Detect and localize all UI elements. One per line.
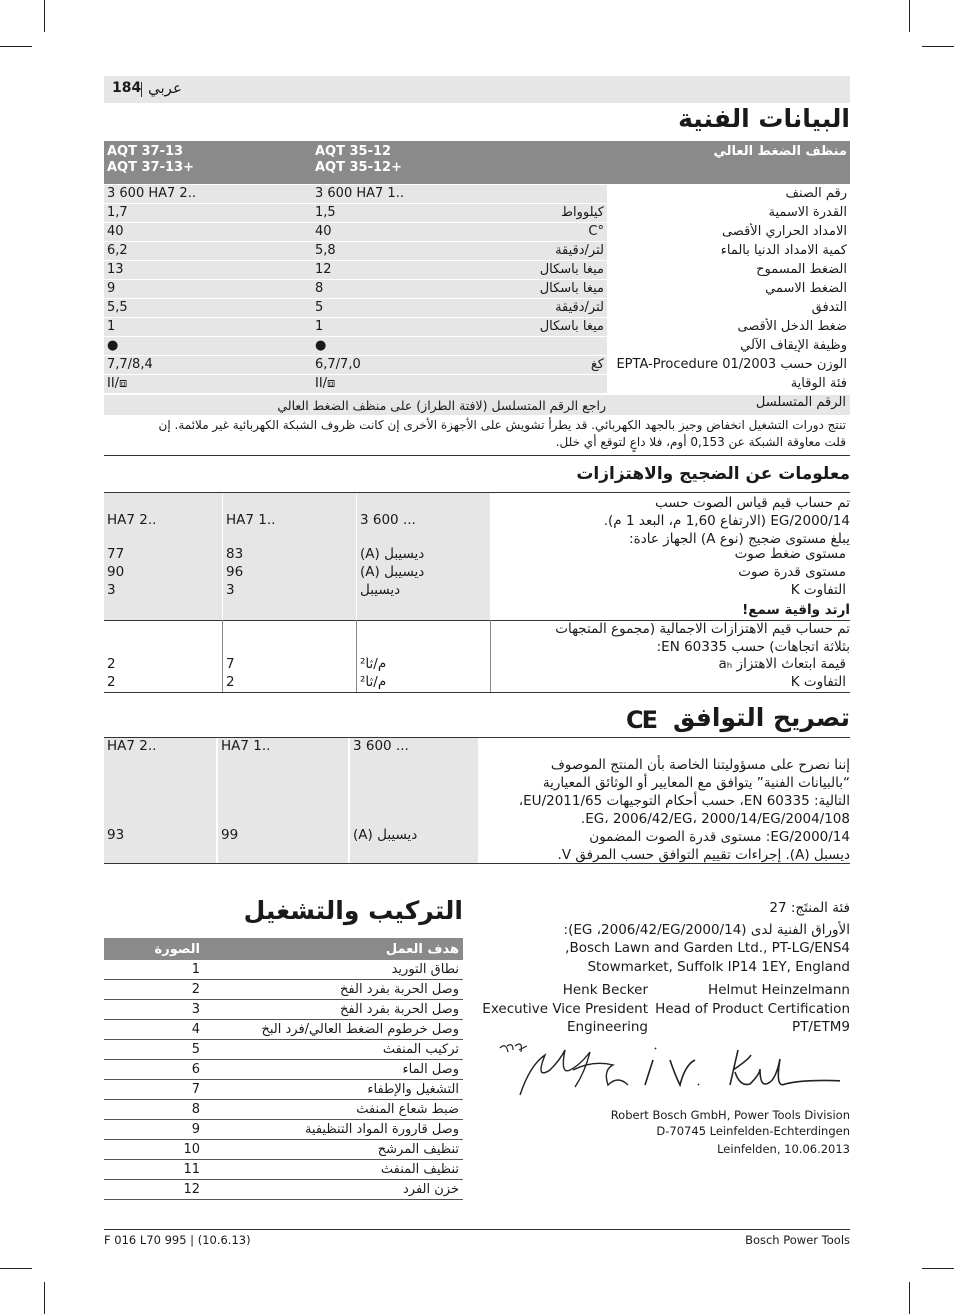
figure-number: 4 [104, 1020, 204, 1040]
docs-line: الأوراق الفنية لدى (2000/14/EG ،2006/42/EG): [563, 922, 850, 938]
tech-row [104, 280, 850, 299]
value-b: ● [312, 337, 515, 356]
conf-col-b: HA7 1.. [221, 738, 271, 754]
guaranteed-a: 93 [107, 827, 125, 843]
step-text: تركيب المنفث [204, 1040, 463, 1060]
page-number: 184 [112, 80, 142, 96]
address-line: Bosch Lawn and Garden Ltd., PT-LG/ENS4, [565, 940, 850, 956]
signer-left-dept: Engineering [567, 1019, 648, 1035]
place-date: Leinfelden, 10.06.2013 [717, 1142, 850, 1156]
unit: ميغا باسكال [515, 318, 607, 337]
tech-row [104, 337, 850, 356]
tech-row [104, 356, 850, 375]
figure-number: 7 [104, 1080, 204, 1100]
page-language: عربي [148, 79, 182, 97]
row-label: وظيفة الإيقاف الآلي [607, 337, 850, 356]
serial-label: الرقم المتسلسل [755, 395, 846, 410]
model-b-1: AQT 35-12 [315, 144, 392, 159]
unit [515, 375, 607, 394]
figure-number: 5 [104, 1040, 204, 1060]
noise-value-b: 83 [226, 546, 244, 562]
tech-row [104, 223, 850, 242]
footer-left: F 016 L70 995 | (10.6.13) [104, 1233, 251, 1247]
noise-value-a: 90 [107, 564, 125, 580]
signer-left-name: Henk Becker [562, 982, 648, 998]
value-a: II/⧈ [104, 375, 312, 394]
tech-row [104, 261, 850, 280]
noise-col-b: HA7 1.. [226, 512, 276, 528]
divider [104, 692, 850, 693]
noise-intro-2: 2000/14/EG (الارتفاع 1,60 م، البعد 1 م). [603, 513, 850, 529]
unit: لتر/دقيقة [515, 299, 607, 318]
conf-cell [350, 738, 478, 863]
value-a: 5,5 [104, 299, 312, 318]
col-target: هدف العمل [204, 938, 463, 960]
value-b: 5,8 [312, 242, 515, 261]
unit [515, 337, 607, 356]
step-text: وصل الحربة بفرد الفخ [204, 980, 463, 1000]
row-label: الضغط المسموح [607, 261, 850, 280]
tech-row [104, 375, 850, 394]
signer-right-title: Head of Product Certification [655, 1001, 850, 1017]
tech-row [104, 242, 850, 261]
assembly-row [104, 1120, 463, 1140]
crop-mark [0, 46, 32, 47]
vib-value-a: 2 [107, 674, 116, 690]
conf-cell [104, 738, 216, 863]
crop-mark [44, 1282, 45, 1314]
value-b: 3 600 HA7 1.. [312, 185, 515, 204]
row-label: الضغط الاسمي [607, 280, 850, 299]
step-text: وصل خرطوم الضغط العالي/فرد البخ [204, 1020, 463, 1040]
value-b: 1,5 [312, 204, 515, 223]
conf-col-c: 3 600 ... [353, 738, 409, 754]
vib-intro-2: بثلاثة اتجاهات) حسب EN 60335: [656, 639, 850, 655]
vib-label: التفاوت K [790, 674, 846, 690]
figure-number: 3 [104, 1000, 204, 1020]
footnote-line: قلت معاوقة الشبكة عن 0,153 أوم، فلا داعٍ لتوقع أي خلل. [555, 435, 846, 449]
value-a: ● [104, 337, 312, 356]
value-b: 1 [312, 318, 515, 337]
value-a: 9 [104, 280, 312, 299]
company-address: D-70745 Leinfelden-Echterdingen [656, 1124, 850, 1138]
conf-text: “بالبيانات الفنية” يتوافق مع المعايير أو الوثائق المعيارية [542, 775, 850, 791]
assembly-row [104, 980, 463, 1000]
noise-value-a: 3 [107, 582, 116, 598]
crop-mark [922, 46, 954, 47]
noise-unit: ديسيبل (A) [360, 546, 425, 562]
value-b: 8 [312, 280, 515, 299]
conf-col-a: HA7 2.. [107, 738, 157, 754]
figure-number: 2 [104, 980, 204, 1000]
signer-right-name: Helmut Heinzelmann [708, 982, 850, 998]
value-a: 13 [104, 261, 312, 280]
noise-col-a: HA7 2.. [107, 512, 157, 528]
page-header-bar [104, 76, 850, 103]
tech-footnote [104, 417, 846, 451]
figure-number: 9 [104, 1120, 204, 1140]
crop-mark [909, 1282, 910, 1314]
noise-label: مستوى ضغط صوت [734, 546, 846, 562]
row-label: الامداد الحراري الأقصى [607, 223, 850, 242]
noise-unit: ديسيبل (A) [360, 564, 425, 580]
value-a: 6,2 [104, 242, 312, 261]
step-text: وصل قارورة المواد التنظيفية [204, 1120, 463, 1140]
model-b-2: AQT 35-12+ [315, 160, 402, 175]
noise-col-c: 3 600 ... [360, 512, 416, 528]
assembly-row [104, 1060, 463, 1080]
signer-left-title: Executive Vice President [482, 1001, 648, 1017]
noise-intro-1: تم حساب قيم قياس الصوت حسب [655, 495, 850, 511]
row-label: القدرة الاسمية [607, 204, 850, 223]
crop-mark [909, 0, 910, 32]
cell-border [490, 620, 491, 692]
noise-label: التفاوت K [790, 582, 846, 598]
value-b: 40 [312, 223, 515, 242]
ce-mark-icon: CE [626, 706, 657, 734]
model-a-2: AQT 37-13+ [107, 160, 194, 175]
step-text: وصل الحربة بفرد الفخ [204, 1000, 463, 1020]
signatures-image [495, 1040, 840, 1105]
conformity-title: تصريح التوافق [673, 703, 850, 732]
noise-title: معلومات عن الضجيج والاهتزازات [576, 464, 850, 484]
assembly-row [104, 1180, 463, 1200]
tech-data-table [104, 141, 850, 394]
noise-value-b: 3 [226, 582, 235, 598]
figure-number: 12 [104, 1180, 204, 1200]
crop-mark [0, 1268, 32, 1269]
unit: كيلوواط [515, 204, 607, 223]
noise-intro-3: يبلغ مستوى ضجيج (نوع A) الجهاز عادة: [629, 531, 850, 547]
assembly-row [104, 1000, 463, 1020]
company-name: Robert Bosch GmbH, Power Tools Division [610, 1108, 850, 1122]
value-b: II/⧈ [312, 375, 515, 394]
tech-row [104, 185, 850, 204]
figure-number: 6 [104, 1060, 204, 1080]
assembly-row [104, 960, 463, 980]
noise-value-a: 77 [107, 546, 125, 562]
unit: °C [515, 223, 607, 242]
model-b-header [312, 141, 515, 185]
row-label: رقم الصنف [607, 185, 850, 204]
unit [515, 185, 607, 204]
row-label: التدفق [607, 299, 850, 318]
noise-value-b: 96 [226, 564, 244, 580]
product-category: فئة المنتَج: 27 [769, 900, 850, 916]
step-text: خزن الفرد [204, 1180, 463, 1200]
serial-note: راجع الرقم المتسلسل (لافتة الطراز) على منظف الضغط العالي [277, 398, 606, 413]
conf-cell [218, 738, 348, 863]
guaranteed-b: 99 [221, 827, 239, 843]
step-text: وصل الماء [204, 1060, 463, 1080]
vib-value-a: 2 [107, 656, 116, 672]
unit: ميغا باسكال [515, 261, 607, 280]
tech-row [104, 204, 850, 223]
row-label: الوزن حسب EPTA-Procedure 01/2003 [607, 356, 850, 375]
step-text: التشغيل والإطفاء [204, 1080, 463, 1100]
vib-unit: م/ثا² [360, 674, 387, 690]
unit: لتر/دقيقة [515, 242, 607, 261]
vib-value-b: 7 [226, 656, 235, 672]
vib-intro-1: تم حساب قيم الاهتزازات الاجمالية (مجموع المتجهات [555, 621, 850, 637]
conf-text: ديسبل (A). إجراءات تقييم التوافق حسب المرفق V. [557, 847, 850, 863]
figure-number: 1 [104, 960, 204, 980]
tech-row [104, 318, 850, 337]
conf-text: التالية: EN 60335، حسب أحكام التوجيهات 2011/65/EU، [518, 793, 850, 809]
figure-number: 8 [104, 1100, 204, 1120]
row-label: كمية الامداد الدنيا بالماء [607, 242, 850, 261]
value-b: 6,7/7,0 [312, 356, 515, 375]
divider [104, 455, 850, 456]
assembly-table-header [104, 938, 463, 960]
col-figure: الصورة [104, 938, 204, 960]
value-a: 40 [104, 223, 312, 242]
step-text: نطاق التوريد [204, 960, 463, 980]
vib-label: قيمة ابتعاث الاهتزاز aₕ [718, 656, 846, 672]
tech-data-title: البيانات الفنية [678, 104, 850, 133]
value-a: 1 [104, 318, 312, 337]
footer-right: Bosch Power Tools [745, 1233, 850, 1247]
assembly-row [104, 1100, 463, 1120]
value-b: 5 [312, 299, 515, 318]
assembly-row [104, 1160, 463, 1180]
footer-divider [104, 1229, 850, 1230]
value-a: 7,7/8,4 [104, 356, 312, 375]
step-text: تنظيف المنفث [204, 1160, 463, 1180]
address-line: Stowmarket, Suffolk IP14 1EY, England [587, 959, 850, 975]
model-a-header [104, 141, 312, 185]
footnote-line: تنتج دورات التشغيل انخفاض وجيز بالجهد الكهربائي. قد يطرأ تشويش على الأجهزة الأخرى إن كانت ظروف الشبكة الكهربائية غير ملائمة. إن [158, 418, 846, 432]
model-a-1: AQT 37-13 [107, 144, 184, 159]
row-label: فئة الوقاية [607, 375, 850, 394]
figure-number: 10 [104, 1140, 204, 1160]
conf-text: 2000/14/EG: مستوى قدرة الصوت المضمون [589, 829, 850, 845]
crop-mark [44, 0, 45, 32]
hearing-warning: ارتد واقية سمع! [742, 602, 850, 618]
unit: ميغا باسكال [515, 280, 607, 299]
guaranteed-unit: ديسيبل (A) [353, 827, 418, 843]
step-text: تنظيف المرشح [204, 1140, 463, 1160]
vib-value-b: 2 [226, 674, 235, 690]
cell-border [222, 620, 223, 692]
value-a: 1,7 [104, 204, 312, 223]
header-divider [141, 82, 142, 97]
conf-text: 2004/108/EG، 2006/42/EG، 2000/14/EG. [580, 811, 850, 827]
tech-row [104, 299, 850, 318]
cell-border [356, 620, 357, 692]
vib-unit: م/ثا² [360, 656, 387, 672]
crop-mark [922, 1268, 954, 1269]
value-b: 12 [312, 261, 515, 280]
assembly-row [104, 1020, 463, 1040]
noise-label: مستوى قدرة صوت [738, 564, 846, 580]
row-label: ضغط الدخل الأقصى [607, 318, 850, 337]
conf-text: إننا نصرح على مسؤوليتنا الخاصة بأن المنتج الموصوف [550, 757, 850, 773]
signer-right-dept: PT/ETM9 [792, 1019, 850, 1035]
tech-table-header [104, 141, 850, 185]
step-text: ضبط شعاع المنفث [204, 1100, 463, 1120]
product-label: منظف الضغط العالي [515, 141, 850, 185]
noise-unit: ديسيبل [360, 582, 401, 598]
value-a: 3 600 HA7 2.. [104, 185, 312, 204]
assembly-row [104, 1040, 463, 1060]
assembly-table [104, 938, 463, 1200]
assembly-title: التركيب والتشغيل [243, 896, 463, 925]
figure-number: 11 [104, 1160, 204, 1180]
unit: كغ [515, 356, 607, 375]
assembly-row [104, 1140, 463, 1160]
assembly-row [104, 1080, 463, 1100]
